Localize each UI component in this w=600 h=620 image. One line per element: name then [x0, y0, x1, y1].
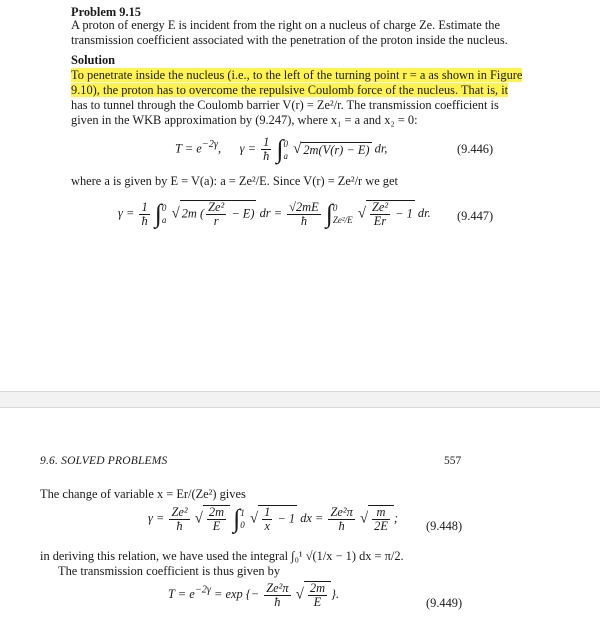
section-header: 9.6. SOLVED PROBLEMS: [40, 455, 168, 467]
solution-text-rest: has to tunnel through the Coulomb barrier V(r) = Ze²/r. The transmission coefficient is given in the WKB approximation by (9.247), where x₁ = a and x₂ = 0:: [71, 98, 499, 127]
equation-number-9448: (9.448): [426, 519, 463, 533]
solution-paragraph: [71, 68, 523, 128]
problem-title: Problem 9.15: [71, 5, 141, 19]
problem-statement: A proton of energy E is incident from the right on a nucleus of charge Ze. Estimate the transmission coefficient associated with the penetration of the proton inside the nucleus.: [71, 18, 508, 47]
equation-number-9449: (9.449): [426, 596, 463, 610]
solution-label: Solution: [71, 53, 116, 67]
page-lower: [0, 409, 600, 620]
equation-number-9447: (9.447): [457, 209, 494, 223]
equation-9449: $T = e^{-2\gamma} = \exp$ {− $\frac{\text{Ze²π}}{ħ}$ √ $\frac{2m}{E}$ }.: [168, 580, 340, 609]
equation-9447: γ = $\frac{1}{ħ}$ ∫0 a √ 2m ( $\frac{\text{Ze²}}{r}$ − E) dr = $\frac{√2mE}{ħ}$ ∫0 Ze²/E √ $\frac{\text{Ze²}}{Er}$ − 1 dr.: [118, 199, 431, 228]
middle-text: where a is given by E = V(a): a = Ze²/E. Since V(r) = Ze²/r we get: [71, 174, 398, 188]
equation-number-9446: (9.446): [457, 142, 494, 156]
highlighted-text: To penetrate inside the nucleus (i.e., to the left of the turning point r = a as shown in Figure 9.10), the proton has to overcome the repulsive Coulomb force of the nucleus. That is, it: [71, 68, 523, 97]
equation-9446: $T = e^{-2\gamma}$, γ = $\frac{1}{ħ}$ ∫0 a √ 2m(V(r) − E) dr,: [175, 134, 388, 164]
equation-9448: γ = $\frac{\text{Ze²}}{ħ}$ √ $\frac{2m}{E}$ ∫1 0 √ $\frac{1}{x}$ − 1 dx = $\frac{\text{Ze²π}}{ħ}$ √ $\frac{m}{2E}$ ;: [148, 504, 399, 533]
page-gap: [0, 392, 600, 408]
page-number: 557: [444, 455, 462, 467]
change-of-variable-text: The change of variable x = Er/(Ze²) gives: [40, 487, 246, 501]
integral-note: in deriving this relation, we have used the integral ∫₀¹ √(1/x − 1) dx = π/2.: [40, 549, 404, 563]
transmission-intro: The transmission coefficient is thus given by: [58, 564, 281, 578]
